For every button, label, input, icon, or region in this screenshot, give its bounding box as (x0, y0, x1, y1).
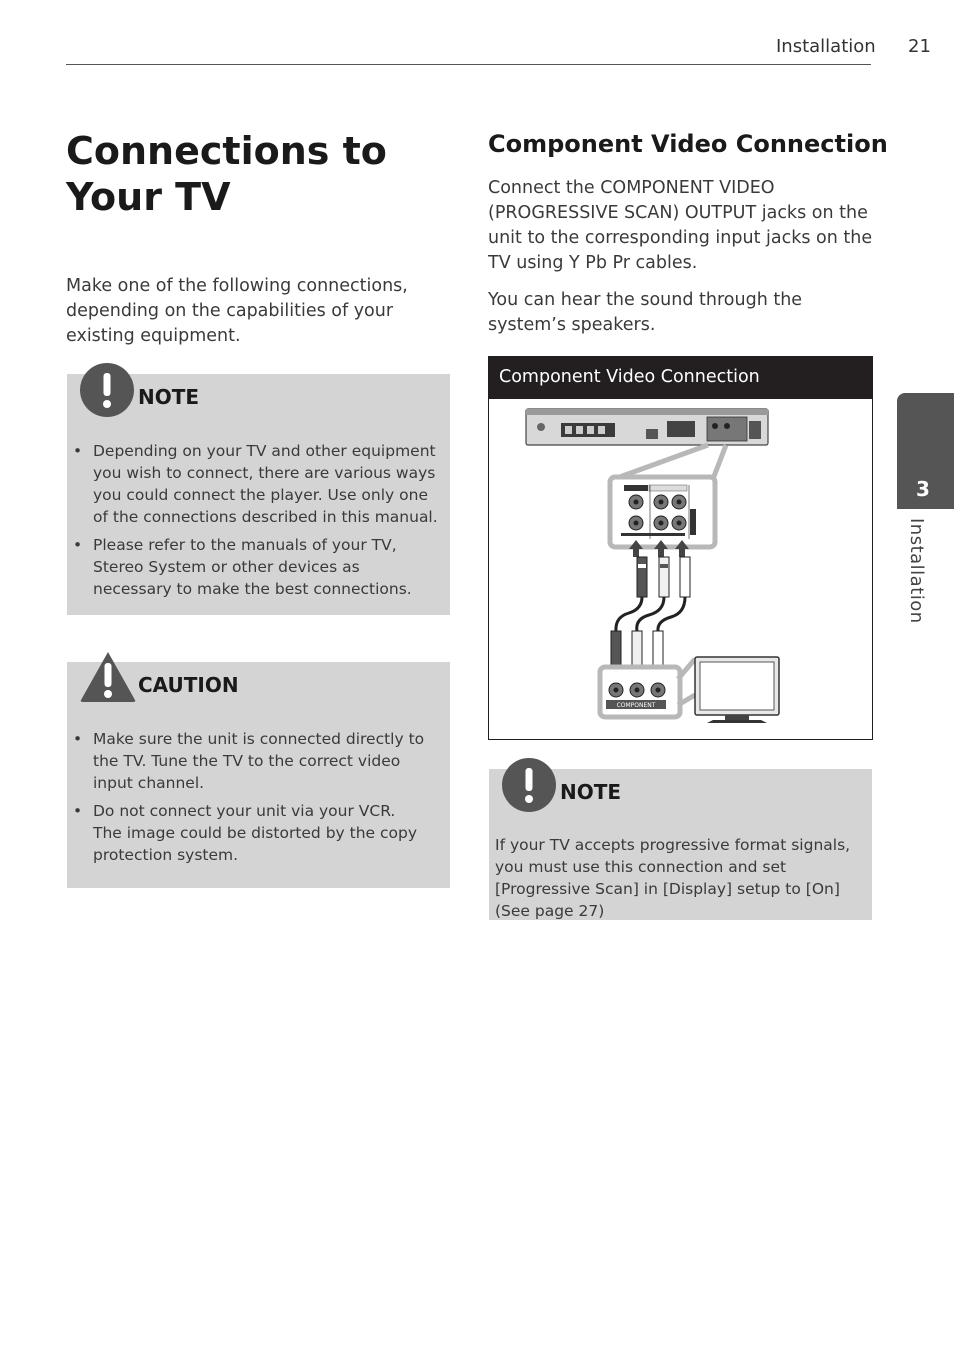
note-box-2 (489, 769, 872, 920)
note-title: NOTE (560, 780, 622, 804)
header-divider (66, 64, 871, 65)
exclamation-circle-icon (79, 362, 135, 418)
exclamation-circle-icon (501, 757, 557, 813)
caution-title: CAUTION (138, 673, 239, 697)
note-box (67, 374, 450, 615)
intro-paragraph: Make one of the following connections, depending on the capabilities of your existing equipment. (66, 276, 408, 346)
running-header-section: Installation (776, 36, 876, 57)
chapter-tab (897, 393, 954, 509)
section-heading: Component Video Connection (488, 130, 888, 158)
sound-paragraph: You can hear the sound through the system’s speakers. (488, 290, 803, 335)
component-cables (616, 597, 685, 631)
caution-list (67, 728, 427, 872)
player-unit-illustration (526, 409, 768, 445)
list-item: • Make sure the unit is connected directly to the TV. Tune the TV to the correct video input channel. (73, 730, 425, 792)
instruction-paragraph: Connect the COMPONENT VIDEO (PROGRESSIVE SCAN) OUTPUT jacks on the unit to the corresponding input jacks on the TV using Y Pb Pr cables. (488, 178, 873, 273)
note-list (67, 440, 442, 606)
page-title: Connections to Your TV (66, 129, 387, 219)
chapter-label: Installation (906, 518, 927, 624)
upper-plugs-illustration (637, 557, 690, 597)
tv-illustration (695, 657, 779, 723)
figure-title: Component Video Connection (489, 357, 872, 399)
list-item: • Do not connect your unit via your VCR. The image could be distorted by the copy protection system. (73, 802, 418, 864)
list-item: • Please refer to the manuals of your TV, Stereo System or other devices as necessary to make the best connections. (73, 536, 412, 598)
chapter-number: 3 (916, 477, 930, 501)
connection-figure (488, 356, 873, 740)
caution-box (67, 662, 450, 888)
note-text: If your TV accepts progressive format signals, you must use this connection and set [Progressive Scan] in [Display] setup to [On] (See page 27) (495, 836, 851, 920)
connection-diagram (489, 399, 872, 739)
output-jack-panel-illustration (610, 477, 715, 547)
warning-triangle-icon (79, 650, 137, 704)
note-title: NOTE (138, 385, 200, 409)
component-jack-label: COMPONENT (616, 702, 656, 709)
tv-input-panel-illustration (600, 659, 695, 717)
page-number: 21 (908, 36, 931, 57)
list-item: • Depending on your TV and other equipment you wish to connect, there are various ways you could connect the player. Use only one of the connections described in this manual. (73, 442, 438, 526)
